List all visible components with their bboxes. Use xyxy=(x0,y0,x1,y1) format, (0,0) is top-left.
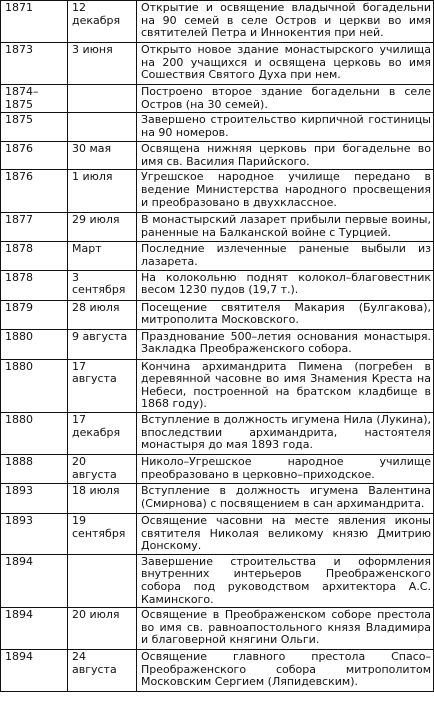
year-cell: 1878 xyxy=(1,242,68,270)
event-cell: Освящение главного престола Спасо–Преображенского собора митрополитом Московским Сергием (Ляпидевским). xyxy=(137,650,434,692)
date-cell xyxy=(68,85,137,113)
year-cell: 1880 xyxy=(1,412,68,454)
year-cell: 1876 xyxy=(1,170,68,213)
date-cell: Март xyxy=(68,242,137,270)
year-cell: 1874–1875 xyxy=(1,85,68,113)
year-cell: 1894 xyxy=(1,608,68,650)
date-cell xyxy=(68,113,137,142)
event-cell: Освящена нижняя церковь при богадельне во имя св. Василия Парийского. xyxy=(137,142,434,170)
event-cell: Кончина архимандрита Пимена (погребен в деревянной часовне во имя Знамения Креста на Небеси, построенной на братском кладбище в 1868 году). xyxy=(137,359,434,412)
year-cell: 1888 xyxy=(1,454,68,483)
event-cell: Освящение в Преображенском соборе престола во имя св. равноапостольного князя Владимира и благоверной княгини Ольги. xyxy=(137,608,434,650)
table-row xyxy=(1,213,434,242)
event-cell: Угрешское народное училище передано в ведение Министерства народного просвещения и преобразовано в двухклассное. xyxy=(137,170,434,213)
event-cell: Открыто новое здание монастырского училища на 200 учащихся и освящена церковь во имя Сошествия Святого Духа при нем. xyxy=(137,43,434,85)
table-row xyxy=(1,650,434,692)
date-cell: 19 сентября xyxy=(68,513,137,554)
event-cell: Освящение часовни на месте явления иконы святителя Николая великому князю Дмитрию Донскому. xyxy=(137,513,434,554)
date-cell: 12 декабря xyxy=(68,1,137,43)
event-cell: Завершение строительства и оформления внутренних интерьеров Преображенского собора под руководством архитектора А.С. Каминского. xyxy=(137,554,434,607)
date-cell: 28 июля xyxy=(68,300,137,329)
date-cell: 24 августа xyxy=(68,650,137,692)
table-row xyxy=(1,270,434,300)
table-row xyxy=(1,359,434,412)
table-row xyxy=(1,554,434,607)
event-cell: Николо–Угрешское народное училище преобразовано в церковно–приходское. xyxy=(137,454,434,483)
chronology-body xyxy=(1,1,434,692)
table-row xyxy=(1,483,434,513)
event-cell: Празднование 500–летия основания монастыря. Закладка Преображенского собора. xyxy=(137,329,434,359)
table-row xyxy=(1,1,434,43)
table-row xyxy=(1,412,434,454)
table-row xyxy=(1,608,434,650)
event-cell: Вступление в должность игумена Валентина (Смирнова) с посвящением в сан архимандрита. xyxy=(137,483,434,513)
event-cell: В монастырский лазарет прибыли первые воины, раненные на Балканской войне с Турцией. xyxy=(137,213,434,242)
date-cell: 30 мая xyxy=(68,142,137,170)
event-cell: Вступление в должность игумена Нила (Лукина), впоследствии архимандрита, настоятеля монастыря до мая 1893 года. xyxy=(137,412,434,454)
date-cell xyxy=(68,554,137,607)
year-cell: 1875 xyxy=(1,113,68,142)
table-row xyxy=(1,142,434,170)
year-cell: 1876 xyxy=(1,142,68,170)
event-cell: Завершено строительство кирпичной гостиницы на 90 номеров. xyxy=(137,113,434,142)
date-cell: 20 августа xyxy=(68,454,137,483)
table-row xyxy=(1,170,434,213)
year-cell: 1893 xyxy=(1,483,68,513)
date-cell: 17 декабря xyxy=(68,412,137,454)
date-cell: 20 июля xyxy=(68,608,137,650)
event-cell: Посещение святителя Макария (Булгакова), митрополита Московского. xyxy=(137,300,434,329)
date-cell: 29 июля xyxy=(68,213,137,242)
year-cell: 1873 xyxy=(1,43,68,85)
date-cell: 3 сентября xyxy=(68,270,137,300)
table-row xyxy=(1,300,434,329)
year-cell: 1879 xyxy=(1,300,68,329)
year-cell: 1880 xyxy=(1,329,68,359)
event-cell: Последние излеченные раненые выбыли из лазарета. xyxy=(137,242,434,270)
table-row xyxy=(1,43,434,85)
table-row xyxy=(1,454,434,483)
event-cell: Открытие и освящение владычной богадельни на 90 семей в селе Остров и церкви во имя святителей Петра и Иннокентия при ней. xyxy=(137,1,434,43)
table-row xyxy=(1,85,434,113)
date-cell: 9 августа xyxy=(68,329,137,359)
year-cell: 1893 xyxy=(1,513,68,554)
table-row xyxy=(1,329,434,359)
date-cell: 1 июля xyxy=(68,170,137,213)
year-cell: 1871 xyxy=(1,1,68,43)
date-cell: 3 июня xyxy=(68,43,137,85)
year-cell: 1877 xyxy=(1,213,68,242)
year-cell: 1894 xyxy=(1,650,68,692)
year-cell: 1878 xyxy=(1,270,68,300)
date-cell: 18 июля xyxy=(68,483,137,513)
year-cell: 1880 xyxy=(1,359,68,412)
date-cell: 17 августа xyxy=(68,359,137,412)
table-row xyxy=(1,113,434,142)
event-cell: На колокольню поднят колокол–благовестник весом 1230 пудов (19,7 т.). xyxy=(137,270,434,300)
table-row xyxy=(1,242,434,270)
table-row xyxy=(1,513,434,554)
event-cell: Построено второе здание богадельни в селе Остров (на 30 семей). xyxy=(137,85,434,113)
year-cell: 1894 xyxy=(1,554,68,607)
